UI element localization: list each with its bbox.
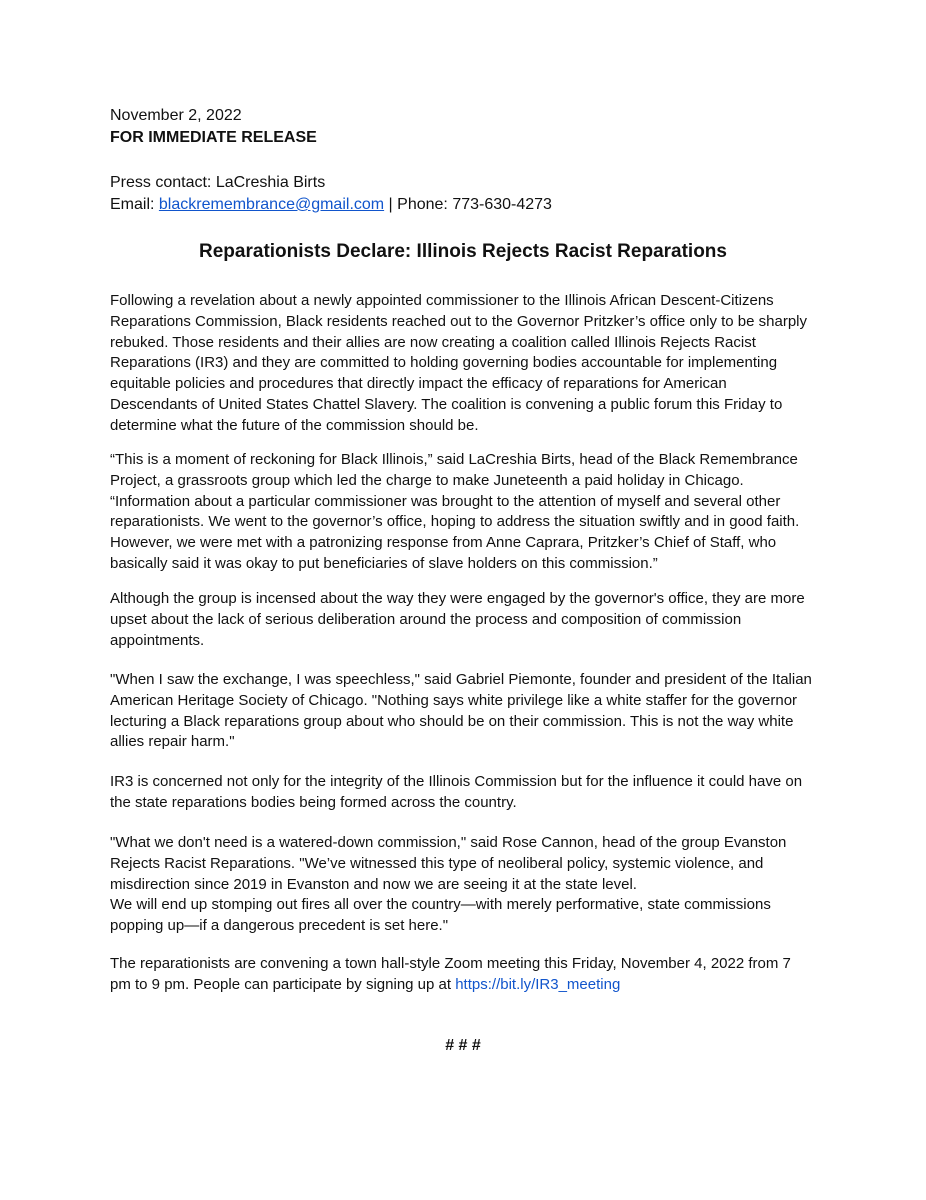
- paragraph-3: Although the group is incensed about the way they were engaged by the governor's office, they are more upset about the lack of serious deliberation around the process and composition of commission appointments.: [110, 590, 805, 649]
- paragraph-1: Following a revelation about a newly appointed commissioner to the Illinois African Descent-Citizens Reparations Commission, Black residents reached out to the Governor Pritzker’s office only to be sharply rebuked. Those residents and their allies are now creating a coalition called Illinois Rejects Racist Reparations (IR3) and they are committed to holding governing bodies accountable for implementing equitable policies and procedures that directly impact the efficacy of reparations for American Descendants of United States Chattel Slavery. The coalition is convening a public forum this Friday to determine what the future of the commission should be.: [110, 292, 808, 434]
- closing-text: The reparationists are convening a town hall-style Zoom meeting this Friday, November 4, 2022 from 7 pm to 9 pm. People can participate by signing up at: [110, 955, 791, 993]
- paragraph-6: "What we don't need is a watered-down commission," said Rose Cannon, head of the group Evanston Rejects Racist Reparations. "We’ve witnessed this type of neoliberal policy, systemic violence, and misdirection since 2019 in Evanston and now we are seeing it at the state level. We will end up stomping out fires all over the country—with merely performative, state commissions popping up—if a dangerous precedent is set here.": [110, 834, 787, 935]
- paragraph-5: IR3 is concerned not only for the integrity of the Illinois Commission but for the influence it could have on the state reparations bodies being formed across the country.: [110, 773, 803, 811]
- release-notice: FOR IMMEDIATE RELEASE: [110, 129, 317, 146]
- email-label: Email:: [110, 196, 159, 213]
- email-link[interactable]: blackremembrance@gmail.com: [158, 196, 385, 213]
- end-mark: # # #: [445, 1037, 481, 1054]
- press-contact: Press contact: LaCreshia Birts: [110, 174, 326, 191]
- closing-paragraph: [110, 954, 840, 996]
- contact-line: [110, 194, 552, 216]
- phone-text: | Phone: 773-630-4273: [384, 196, 552, 213]
- paragraph-2: “This is a moment of reckoning for Black Illinois,” said LaCreshia Birts, head of the Black Remembrance Project, a grassroots group which led the charge to make Juneteenth a paid holiday in Chicago. “Information about a particular commissioner was brought to the attention of myself and several other reparationists. We went to the governor’s office, hoping to address the situation swiftly and in good faith. However, we were met with a patronizing response from Anne Caprara, Pritzker’s Chief of Staff, who basically said it was okay to put beneficiaries of slave holders on this commission.”: [110, 451, 800, 572]
- headline: Reparationists Declare: Illinois Rejects Racist Reparations: [199, 241, 727, 262]
- release-date: November 2, 2022: [110, 107, 242, 124]
- meeting-link[interactable]: https://bit.ly/IR3_meeting: [455, 975, 621, 993]
- paragraph-4: "When I saw the exchange, I was speechless," said Gabriel Piemonte, founder and president of the Italian American Heritage Society of Chicago. "Nothing says white privilege like a white staffer for the governor lecturing a Black reparations group about who should be on their commission. This is not the way white allies repair harm.": [110, 671, 812, 751]
